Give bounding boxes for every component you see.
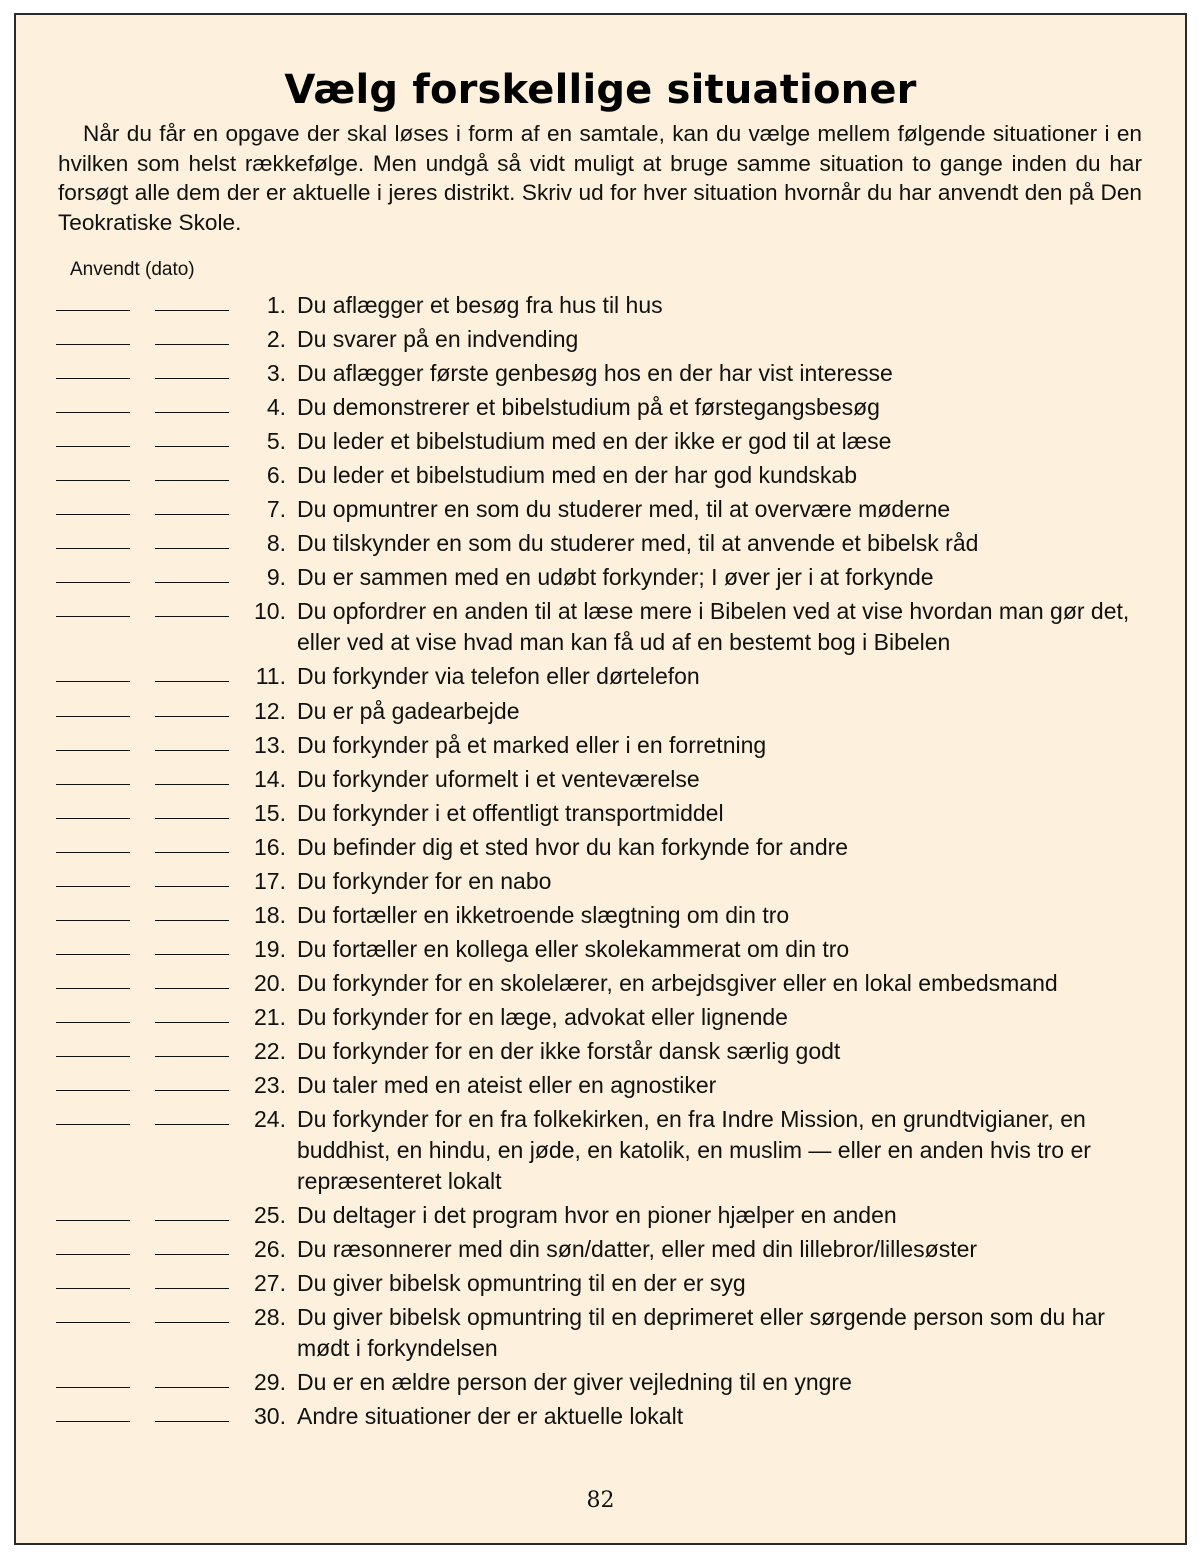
date-blank-first[interactable] — [56, 616, 130, 617]
date-blank-first[interactable] — [56, 954, 130, 955]
date-blank-second[interactable] — [155, 920, 229, 921]
item-number: 5. — [266, 428, 286, 455]
item-text: Du fortæller en kollega eller skolekammerat om din tro — [297, 935, 850, 962]
date-blank-second[interactable] — [155, 886, 229, 887]
date-blank-second[interactable] — [155, 480, 229, 481]
date-blank-first[interactable] — [56, 1288, 130, 1289]
item-text: Du forkynder via telefon eller dørtelefon — [297, 663, 700, 690]
date-blank-first[interactable] — [56, 1124, 130, 1125]
list-item — [16, 764, 1185, 795]
date-blank-second[interactable] — [155, 1254, 229, 1255]
date-blank-first[interactable] — [56, 1387, 130, 1388]
list-item — [16, 460, 1185, 491]
list-item — [16, 661, 1185, 692]
item-number: 26. — [254, 1236, 286, 1263]
list-item — [16, 1200, 1185, 1231]
date-blank-second[interactable] — [155, 378, 229, 379]
date-blank-second[interactable] — [155, 852, 229, 853]
list-item — [16, 1002, 1185, 1033]
date-blank-first[interactable] — [56, 548, 130, 549]
list-item — [16, 358, 1185, 389]
item-text: Andre situationer der er aktuelle lokalt — [297, 1403, 684, 1430]
list-item — [16, 730, 1185, 761]
date-blank-first[interactable] — [56, 818, 130, 819]
item-number: 1. — [266, 292, 286, 318]
page — [14, 13, 1187, 1545]
item-text: Du giver bibelsk opmuntring til en der er syg — [297, 1270, 746, 1297]
item-number: 15. — [254, 799, 286, 826]
date-blank-second[interactable] — [155, 1387, 229, 1388]
date-blank-second[interactable] — [155, 1322, 229, 1323]
list-item — [16, 324, 1185, 355]
date-blank-first[interactable] — [56, 1421, 130, 1422]
list-item — [16, 934, 1185, 965]
date-blank-first[interactable] — [56, 716, 130, 717]
intro-paragraph: Når du får en opgave der skal løses i form af en samtale, kan du vælge mellem følgende situationer i en hvilken som helst rækkefølge. Men undgå så vidt muligt at bruge samme situation to gange inden du har forsøgt alle dem der er aktuelle i jeres distrikt. Skriv ud for hver situation hvornår du har anvendt den på Den Teokratiske Skole. — [58, 121, 1142, 235]
item-number: 8. — [266, 530, 286, 557]
item-text: Du taler med en ateist eller en agnostiker — [297, 1072, 717, 1099]
item-number: 20. — [254, 969, 286, 996]
list-item — [16, 596, 1185, 658]
item-number: 12. — [254, 697, 286, 724]
date-blank-second[interactable] — [155, 548, 229, 549]
date-blank-first[interactable] — [56, 582, 130, 583]
item-text: Du er en ældre person der giver vejledning til en yngre — [297, 1369, 852, 1396]
list-item — [16, 290, 1185, 321]
item-text: Du er på gadearbejde — [297, 697, 520, 724]
list-item — [16, 426, 1185, 457]
item-number: 9. — [266, 564, 286, 591]
date-blank-first[interactable] — [56, 1022, 130, 1023]
date-blank-first[interactable] — [56, 446, 130, 447]
page-number: 82 — [586, 1488, 615, 1513]
item-number: 27. — [254, 1270, 286, 1297]
date-blank-first[interactable] — [56, 988, 130, 989]
list-item — [16, 1268, 1185, 1299]
list-item — [16, 494, 1185, 525]
date-blank-second[interactable] — [155, 681, 229, 682]
item-number: 28. — [254, 1304, 286, 1331]
date-blank-second[interactable] — [155, 954, 229, 955]
column-header-used-date: Anvendt (dato) — [70, 259, 195, 280]
date-blank-second[interactable] — [155, 750, 229, 751]
date-blank-first[interactable] — [56, 1090, 130, 1091]
date-blank-first[interactable] — [56, 886, 130, 887]
date-blank-second[interactable] — [155, 446, 229, 447]
date-blank-second[interactable] — [155, 1220, 229, 1221]
item-text: Du forkynder for en læge, advokat eller lignende — [297, 1003, 788, 1030]
item-text: Du fortæller en ikketroende slægtning om din tro — [297, 901, 790, 928]
item-number: 17. — [254, 867, 286, 894]
list-item — [16, 968, 1185, 999]
item-number: 24. — [254, 1106, 286, 1133]
date-blank-second[interactable] — [155, 582, 229, 583]
item-number: 21. — [254, 1003, 286, 1030]
item-number: 7. — [266, 496, 286, 523]
item-text: Du opfordrer en anden til at læse mere i Bibelen ved at vise hvordan man gør det, eller ved at vise hvad man kan få ud af en bestemt bog i Bibelen — [297, 598, 1130, 656]
item-text: Du forkynder på et marked eller i en forretning — [297, 731, 767, 758]
date-blank-second[interactable] — [155, 514, 229, 515]
date-blank-second[interactable] — [155, 412, 229, 413]
page-title: Vælg forskellige situationer — [284, 67, 917, 113]
item-number: 11. — [255, 663, 286, 690]
date-blank-first[interactable] — [56, 1254, 130, 1255]
date-blank-first[interactable] — [56, 480, 130, 481]
item-number: 16. — [254, 833, 286, 860]
item-text: Du aflægger et besøg fra hus til hus — [297, 292, 663, 318]
item-number: 14. — [254, 765, 286, 792]
item-text: Du deltager i det program hvor en pioner hjælper en anden — [297, 1202, 897, 1229]
item-number: 22. — [254, 1037, 286, 1064]
date-blank-first[interactable] — [56, 1322, 130, 1323]
item-text: Du svarer på en indvending — [297, 326, 579, 353]
date-blank-second[interactable] — [155, 1022, 229, 1023]
item-number: 30. — [254, 1403, 286, 1430]
date-blank-first[interactable] — [56, 1220, 130, 1221]
date-blank-first[interactable] — [56, 1056, 130, 1057]
item-number: 13. — [254, 731, 286, 758]
list-item — [16, 866, 1185, 897]
item-number: 19. — [254, 935, 286, 962]
item-text: Du forkynder for en der ikke forstår dansk særlig godt — [297, 1037, 841, 1064]
list-item — [16, 1036, 1185, 1067]
item-text: Du leder et bibelstudium med en der ikke er god til at læse — [297, 428, 892, 455]
date-blank-first[interactable] — [56, 344, 130, 345]
date-blank-second[interactable] — [155, 1288, 229, 1289]
list-item — [16, 900, 1185, 931]
item-text: Du tilskynder en som du studerer med, til at anvende et bibelsk råd — [297, 530, 979, 557]
list-item — [16, 528, 1185, 559]
item-number: 18. — [254, 901, 286, 928]
list-item — [16, 562, 1185, 593]
date-blank-second[interactable] — [155, 1124, 229, 1125]
date-blank-first[interactable] — [56, 852, 130, 853]
date-blank-second[interactable] — [155, 1056, 229, 1057]
date-blank-first[interactable] — [56, 681, 130, 682]
list-item — [16, 392, 1185, 423]
item-text: Du forkynder for en skolelærer, en arbejdsgiver eller en lokal embedsmand — [297, 969, 1058, 996]
list-item — [16, 1401, 1185, 1432]
date-blank-first[interactable] — [56, 514, 130, 515]
date-blank-first[interactable] — [56, 784, 130, 785]
list-item — [16, 696, 1185, 727]
date-blank-second[interactable] — [155, 988, 229, 989]
date-blank-first[interactable] — [56, 920, 130, 921]
date-blank-first[interactable] — [56, 378, 130, 379]
item-number: 3. — [266, 360, 286, 387]
item-text: Du aflægger første genbesøg hos en der har vist interesse — [297, 360, 893, 387]
item-text: Du befinder dig et sted hvor du kan forkynde for andre — [297, 833, 849, 860]
item-number: 10. — [254, 598, 286, 625]
item-number: 4. — [266, 394, 286, 421]
item-number: 25. — [254, 1202, 286, 1229]
date-blank-second[interactable] — [155, 616, 229, 617]
date-blank-second[interactable] — [155, 1090, 229, 1091]
list-item — [16, 1234, 1185, 1265]
item-number: 6. — [266, 462, 286, 489]
date-blank-second[interactable] — [155, 1421, 229, 1422]
list-item — [16, 798, 1185, 829]
item-text: Du leder et bibelstudium med en der har god kundskab — [297, 462, 858, 489]
list-item — [16, 1104, 1185, 1197]
date-blank-second[interactable] — [155, 784, 229, 785]
date-blank-first[interactable] — [56, 750, 130, 751]
item-text: Du forkynder uformelt i et venteværelse — [297, 765, 700, 792]
item-text: Du forkynder i et offentligt transportmiddel — [297, 799, 724, 826]
item-text: Du er sammen med en udøbt forkynder; I øver jer i at forkynde — [297, 564, 934, 591]
date-blank-first[interactable] — [56, 310, 130, 311]
item-text: Du opmuntrer en som du studerer med, til at overvære møderne — [297, 496, 951, 523]
date-blank-second[interactable] — [155, 310, 229, 311]
list-item — [16, 1070, 1185, 1101]
item-number: 2. — [266, 326, 286, 353]
item-number: 23. — [254, 1072, 286, 1099]
list-item — [16, 832, 1185, 863]
date-blank-first[interactable] — [56, 412, 130, 413]
date-blank-second[interactable] — [155, 818, 229, 819]
date-blank-second[interactable] — [155, 344, 229, 345]
item-text: Du forkynder for en nabo — [297, 867, 552, 894]
list-item — [16, 1302, 1185, 1364]
item-text: Du demonstrerer et bibelstudium på et førstegangsbesøg — [297, 394, 880, 421]
item-text: Du ræsonnerer med din søn/datter, eller med din lillebror/lillesøster — [297, 1236, 978, 1263]
date-blank-second[interactable] — [155, 716, 229, 717]
situation-list — [16, 290, 1185, 1435]
list-item — [16, 1367, 1185, 1398]
item-text: Du giver bibelsk opmuntring til en deprimeret eller sørgende person som du har mødt i forkyndelsen — [297, 1304, 1105, 1362]
item-number: 29. — [254, 1369, 286, 1396]
item-text: Du forkynder for en fra folkekirken, en fra Indre Mission, en grundtvigianer, en buddhist, en hindu, en jøde, en katolik, en muslim — eller en anden hvis tro er repræsenteret lokalt — [297, 1106, 1091, 1195]
